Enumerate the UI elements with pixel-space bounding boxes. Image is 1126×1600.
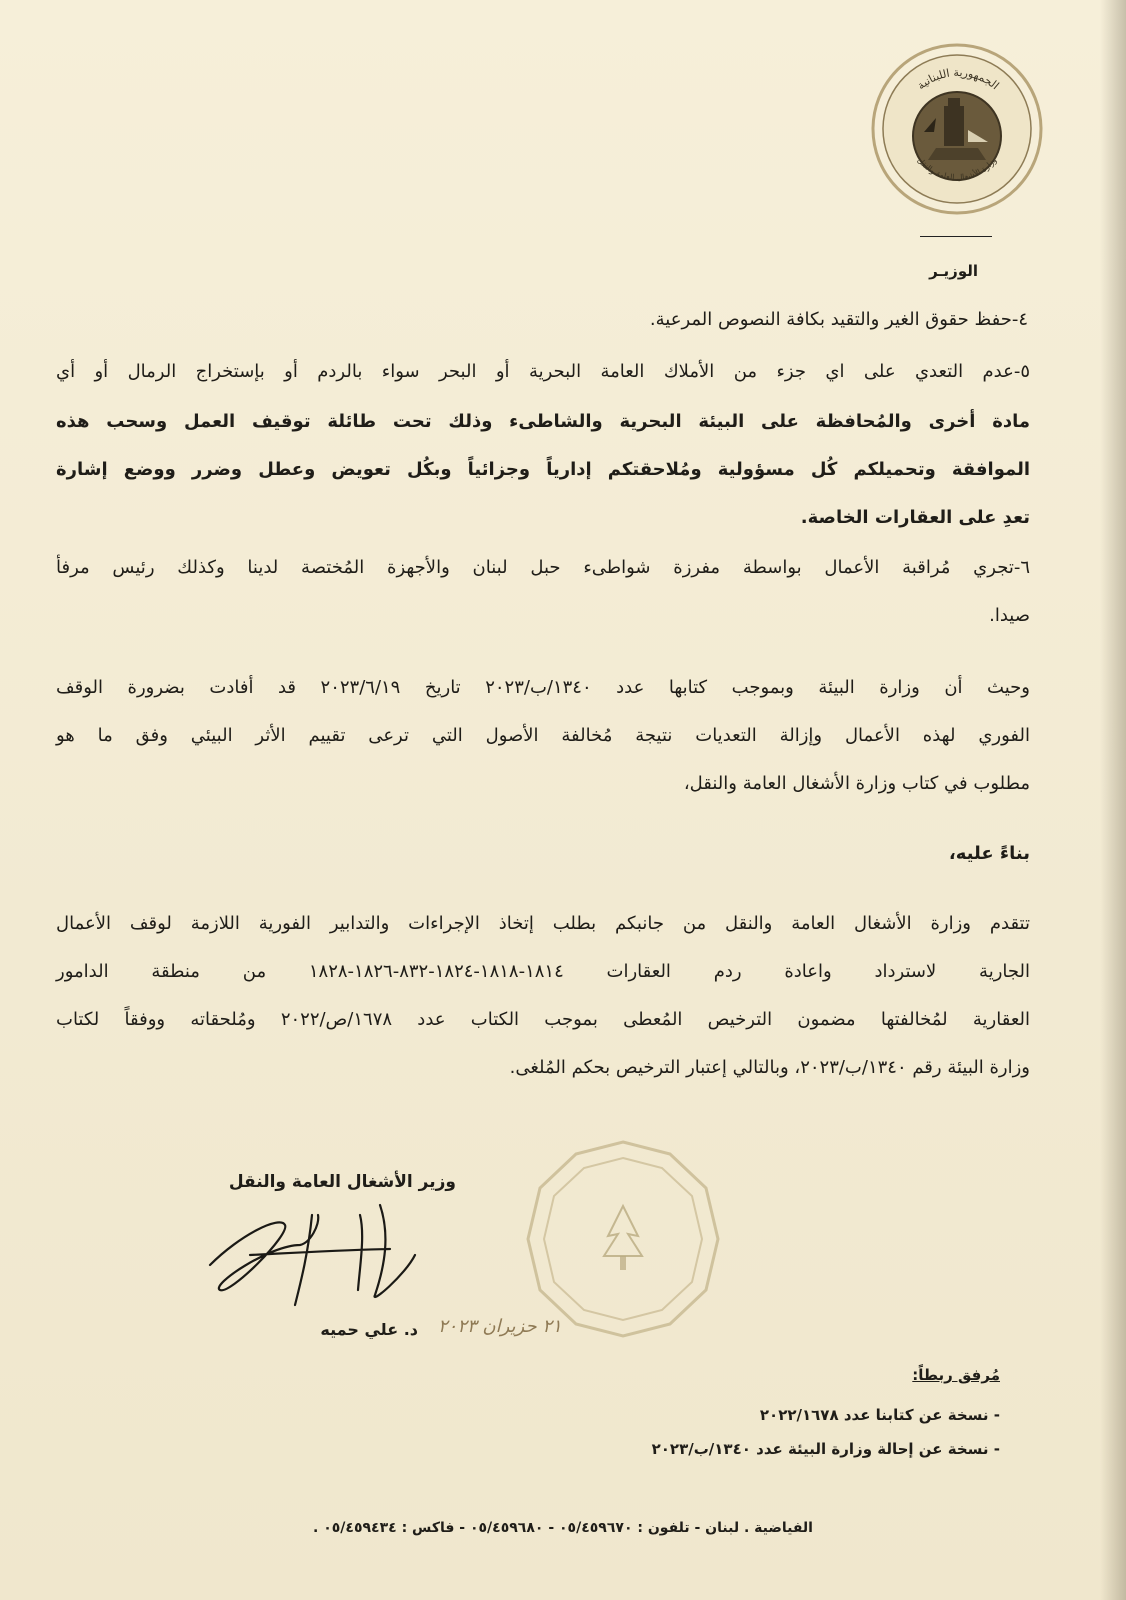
request-paragraph-line-1: تتقدم وزارة الأشغال العامة والنقل من جانبكم بطلب إتخاذ الإجراءات والتدابير الفورية اللازمة لوقف الأعمال (56, 913, 1030, 934)
item-5-line-3: الموافقة وتحميلكم كُل مسؤولية ومُلاحقتكم إدارياً وجزائياً وبكُل تعويض وعطل وضرر ووضع إشارة (56, 459, 1030, 480)
header-rule (920, 236, 992, 237)
item-5-line-4: تعدِ على العقارات الخاصة. (800, 507, 1030, 528)
page-edge-shadow (1100, 0, 1126, 1600)
env-paragraph-line-2: الفوري لهذه الأعمال وإزالة التعديات نتيجة مُخالفة الأصول التي ترعى تقييم الأثر البيئي وفق ما هو (56, 725, 1030, 746)
item-4: ٤-حفظ حقوق الغير والتقيد بكافة النصوص المرعية. (649, 309, 1028, 330)
signatory-title: وزير الأشغال العامة والنقل (228, 1172, 456, 1192)
footer-contact: الفياضية . لبنان - تلفون : ٠٥/٤٥٩٦٧٠ - ٠٥/٤٥٩٦٨٠ - فاكس : ٠٥/٤٥٩٤٣٤ . (313, 1520, 813, 1536)
ministry-emblem (868, 40, 1046, 218)
attachment-item: - نسخة عن إحالة وزارة البيئة عدد ١٣٤٠/ب/٢٠٢٣ (651, 1440, 1000, 1458)
emblem-top-text: الجمهورية اللبنانية (914, 65, 1002, 93)
signatory-name: د. علي حميه (320, 1320, 418, 1339)
request-paragraph-line-3: العقارية لمُخالفتها مضمون الترخيص المُعطى بموجب الكتاب عدد ١٦٧٨/ص/٢٠٢٢ ومُلحقاته ووفقاً لكتاب (56, 1009, 1030, 1030)
based-on-heading: بناءً عليه، (948, 843, 1030, 864)
item-5-line-2: مادة أخرى والمُحافظة على البيئة البحرية والشاطىء وذلك تحت طائلة توقيف العمل وسحب هذه (56, 411, 1030, 432)
request-paragraph-line-4: وزارة البيئة رقم ١٣٤٠/ب/٢٠٢٣، وبالتالي إعتبار الترخيص بحكم المُلغى. (509, 1057, 1030, 1078)
emblem-bottom-text: وزارة الأشغال العامة والنقل (915, 155, 999, 183)
handwritten-signature (190, 1195, 430, 1315)
official-stamp (520, 1136, 726, 1342)
emblem-icon (868, 40, 1046, 218)
handwritten-date: ٢١ حزيران ٢٠٢٣ (438, 1316, 562, 1337)
attachments-title: مُرفق ربطاً: (912, 1366, 1000, 1384)
request-paragraph-line-2: الجارية لاسترداد واعادة ردم العقارات ١٨١٤-١٨١٨-١٨٢٤-٨٣٢-١٨٢٦-١٨٢٨ من منطقة الدامور (56, 961, 1030, 982)
attachment-item: - نسخة عن كتابنا عدد ٢٠٢٢/١٦٧٨ (759, 1406, 1000, 1424)
item-5-line-1: ٥-عدم التعدي على اي جزء من الأملاك العامة البحرية أو البحر سواء بالردم أو بإستخراج الرمال أو أي (56, 361, 1030, 382)
cedar-icon (604, 1206, 642, 1256)
env-paragraph-line-1: وحيث أن وزارة البيئة وبموجب كتابها عدد ١٣٤٠/ب/٢٠٢٣ تاريخ ٢٠٢٣/٦/١٩ قد أفادت بضرورة الوقف (56, 677, 1030, 698)
item-6-line-1: ٦-تجري مُراقبة الأعمال بواسطة مفرزة شواطىء حبل لبنان والأجهزة المُختصة لدينا وكذلك رئيس مرفأ (56, 557, 1030, 578)
env-paragraph-line-3: مطلوب في كتاب وزارة الأشغال العامة والنقل، (683, 773, 1030, 794)
minister-label: الوزيـر (929, 262, 978, 280)
item-6-line-2: صيدا. (989, 605, 1030, 626)
